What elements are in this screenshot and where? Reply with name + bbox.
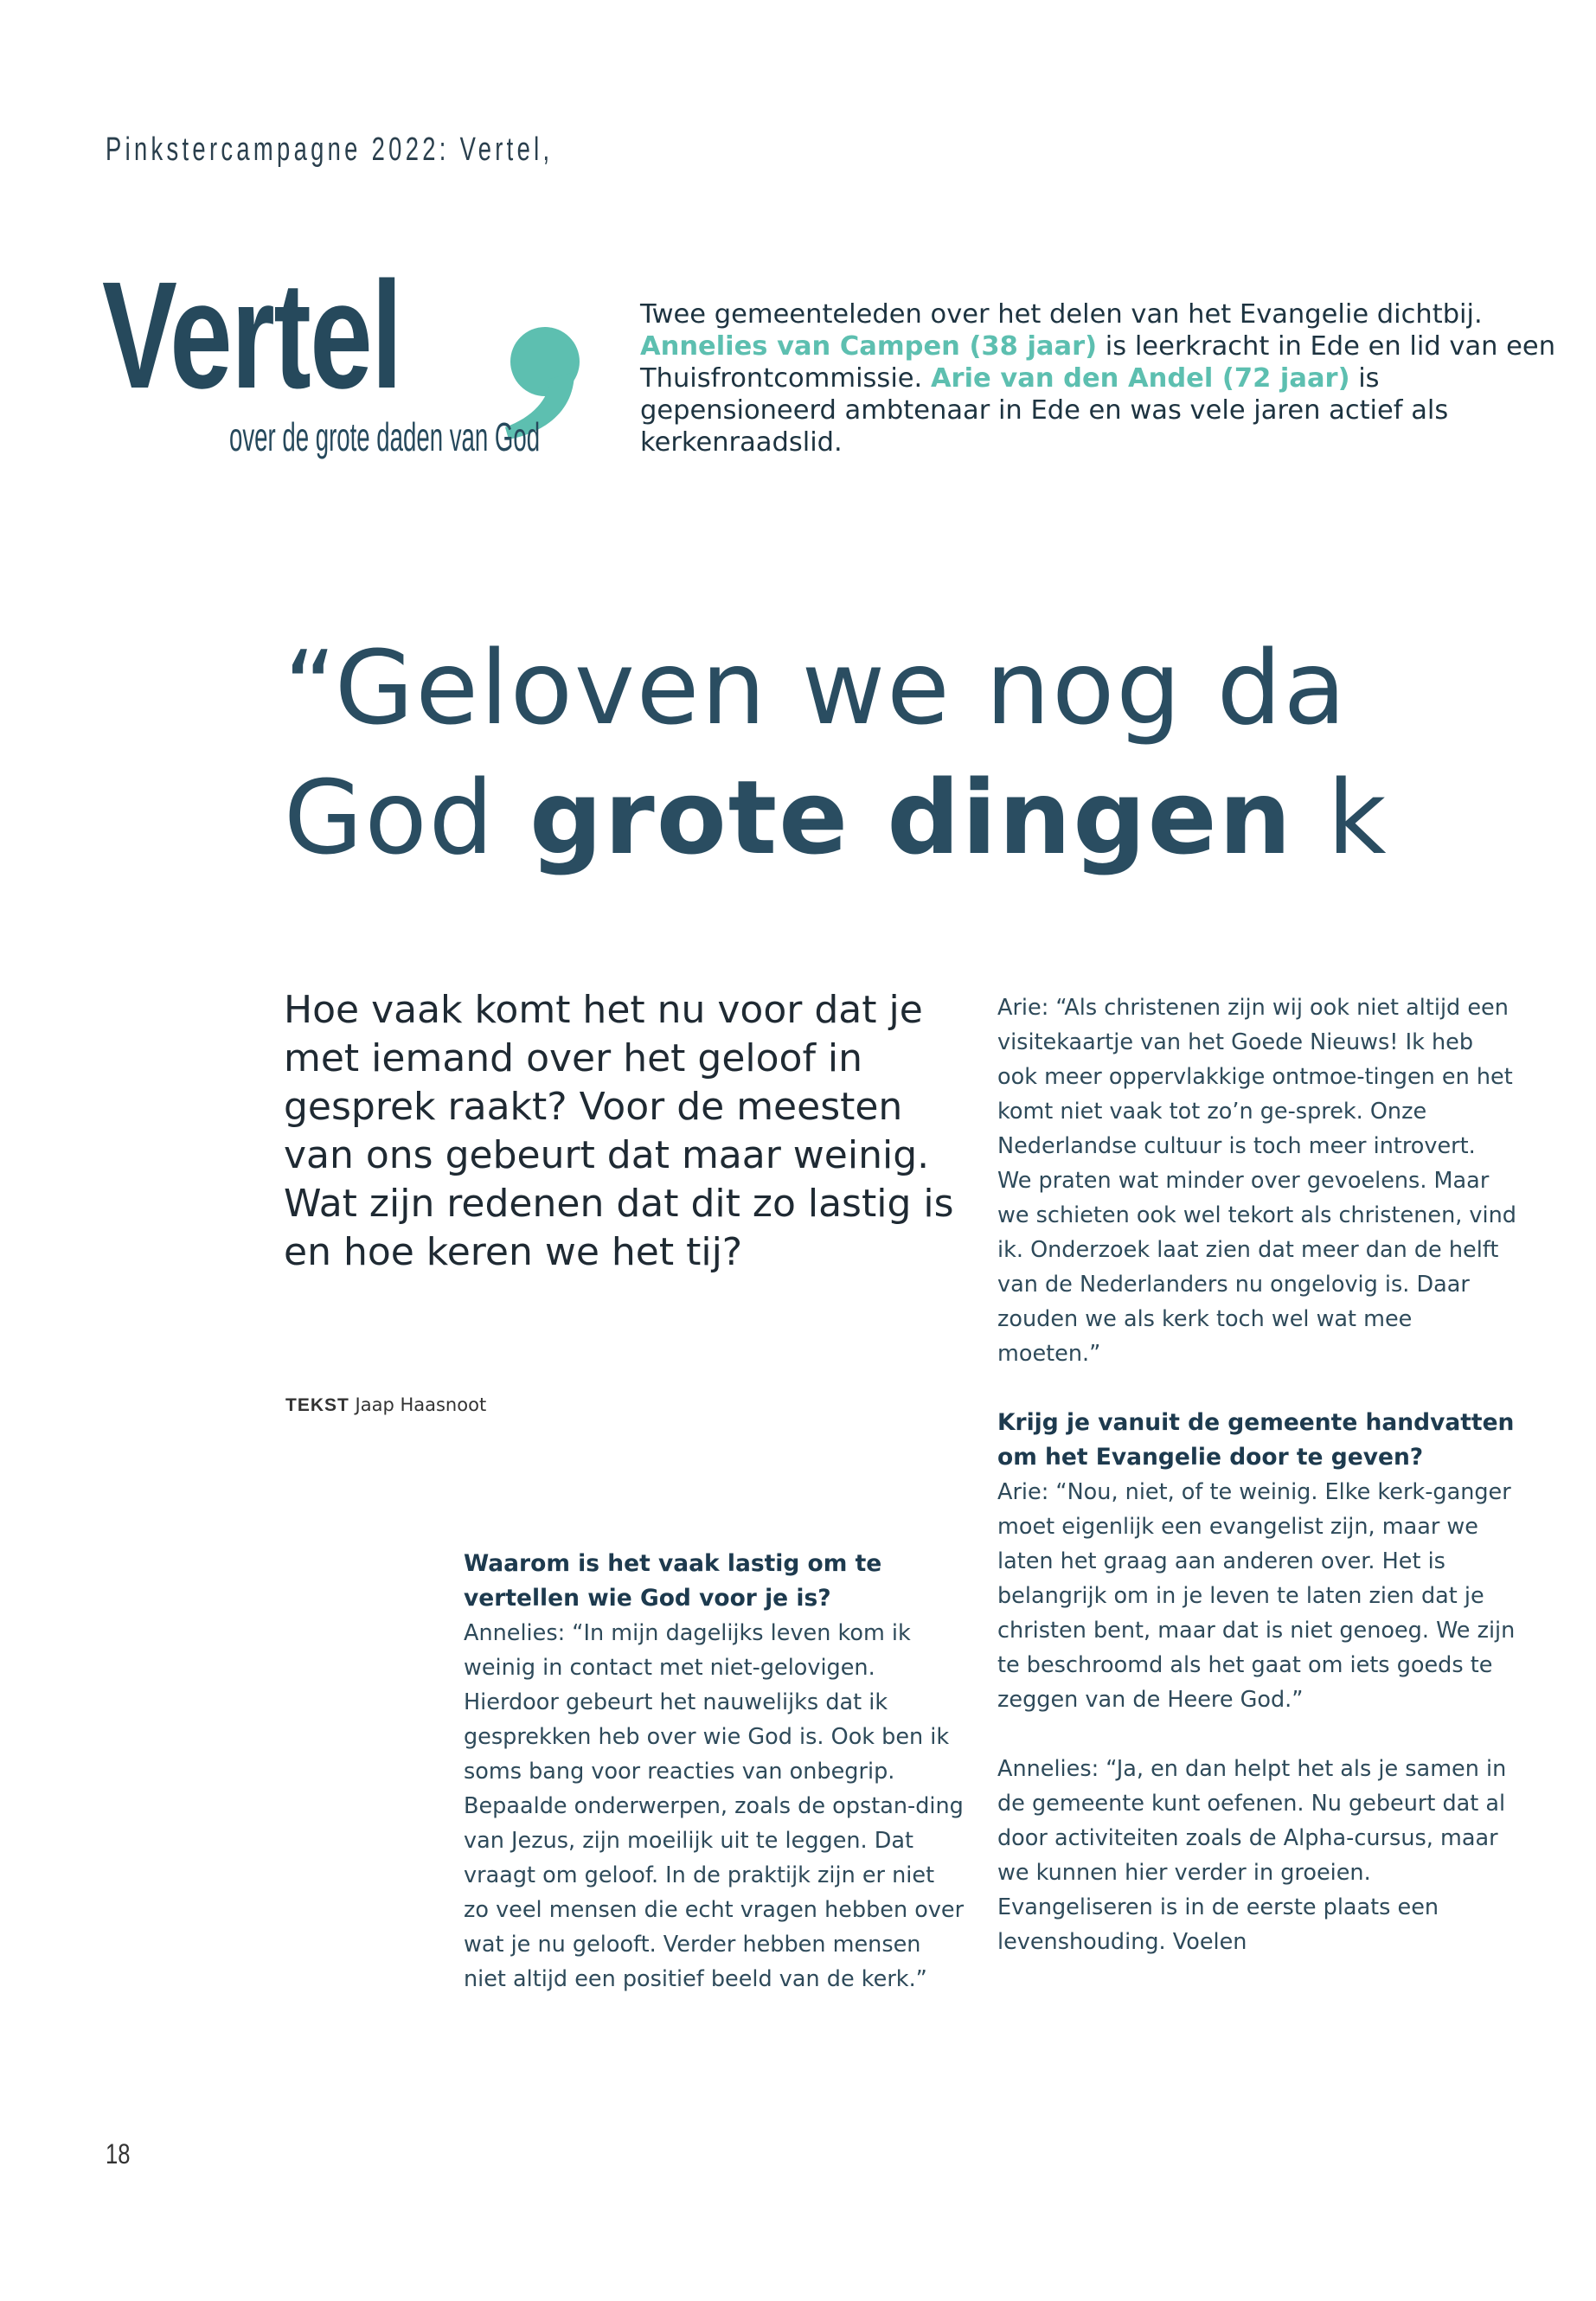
intro-text — [640, 298, 1570, 458]
intro-person-arie: Arie van den Andel (72 jaar) — [930, 363, 1350, 394]
byline — [285, 1394, 486, 1416]
interview-answer-arie-1: Arie: “Als christenen zijn wij ook niet altijd een visitekaartje van het Goede Nieuws! Ik heb ook meer oppervlakkige ontmoe-tingen en het komt niet vaak tot zo’n ge-sprek. Onze Nederlandse cultuur is toch meer introvert. We praten wat minder over gevoelens. Maar we schieten ook wel tekort als christenen, vind ik. Onderzoek laat zien dat meer dan de helft van de Nederlanders nu ongelovig is. Daar zouden we als kerk toch wel wat mee moeten.” — [997, 995, 1516, 1367]
intro-part-2: is leerkracht in Ede en lid van een Thuisfrontcommissie. — [640, 331, 1556, 394]
article-column-right — [997, 990, 1516, 1959]
interview-answer-annelies-2: Annelies: “Ja, en dan helpt het als je samen in de gemeente kunt oefenen. Nu gebeurt dat al door activiteiten zoals de Alpha-cursus, maar we kunnen hier verder in groeien. Evangeliseren is in de eerste plaats een levenshouding. Voelen — [997, 1756, 1507, 1955]
intro-person-annelies: Annelies van Campen (38 jaar) — [640, 331, 1098, 362]
headline-line-1: “Geloven we nog da — [284, 628, 1348, 747]
lead-paragraph: Hoe vaak komt het nu voor dat je met iemand over het geloof in gesprek raakt? Voor de meesten van ons gebeurt dat maar weinig. Wat zijn redenen dat dit zo lastig is en hoe keren we het tij? — [284, 988, 954, 1274]
interview-answer-annelies-1: Annelies: “In mijn dagelijks leven kom ik weinig in contact met niet-gelovigen. Hierdoor gebeurt het nauwelijks dat ik gesprekken heb over wie God is. Ook ben ik soms bang voor reacties van onbegrip. Bepaalde onderwerpen, zoals de opstan-ding van Jezus, zijn moeilijk uit te leggen. Dat vraagt om geloof. In de praktijk zijn er niet zo veel mensen die echt vragen hebben over wat je nu gelooft. Verder hebben mensen niet altijd een positief beeld van de kerk.” — [464, 1620, 965, 1992]
headline-line-2 — [284, 753, 1388, 882]
interview-question-1: Waarom is het vaak lastig om te vertellen wie God voor je is? — [464, 1550, 882, 1612]
headline-line-2-bold: grote dingen — [529, 758, 1293, 877]
headline-line-2-tail: k — [1292, 758, 1388, 877]
byline-author: Jaap Haasnoot — [355, 1394, 487, 1415]
page-number: 18 — [106, 2138, 131, 2170]
section-kicker: Pinkstercampagne 2022: Vertel, — [106, 131, 554, 168]
pull-quote-headline — [284, 623, 1388, 882]
campaign-logo-word: Vertel — [102, 251, 401, 420]
campaign-logo-subtitle: over de grote daden van God — [229, 414, 541, 459]
interview-answer-arie-2: Arie: “Nou, niet, of te weinig. Elke kerk-ganger moet eigenlijk een evangelist zijn, maar we laten het graag aan anderen over. Het is belangrijk om in je leven te laten zien dat je christen bent, maar dat is niet genoeg. We zijn te beschroomd als het gaat om iets goeds te zeggen van de Heere God.” — [997, 1479, 1516, 1713]
interview-question-2: Krijg je vanuit de gemeente handvatten om het Evangelie door te geven? — [997, 1409, 1515, 1471]
byline-label: TEKST — [285, 1395, 349, 1415]
headline-line-2-regular: God — [284, 758, 530, 877]
intro-part-3: is gepensioneerd ambtenaar in Ede en was vele jaren actief als kerkenraadslid. — [640, 363, 1449, 458]
article-column-left — [464, 1547, 965, 1997]
intro-part-1: Twee gemeenteleden over het delen van het Evangelie dichtbij. — [640, 299, 1483, 330]
